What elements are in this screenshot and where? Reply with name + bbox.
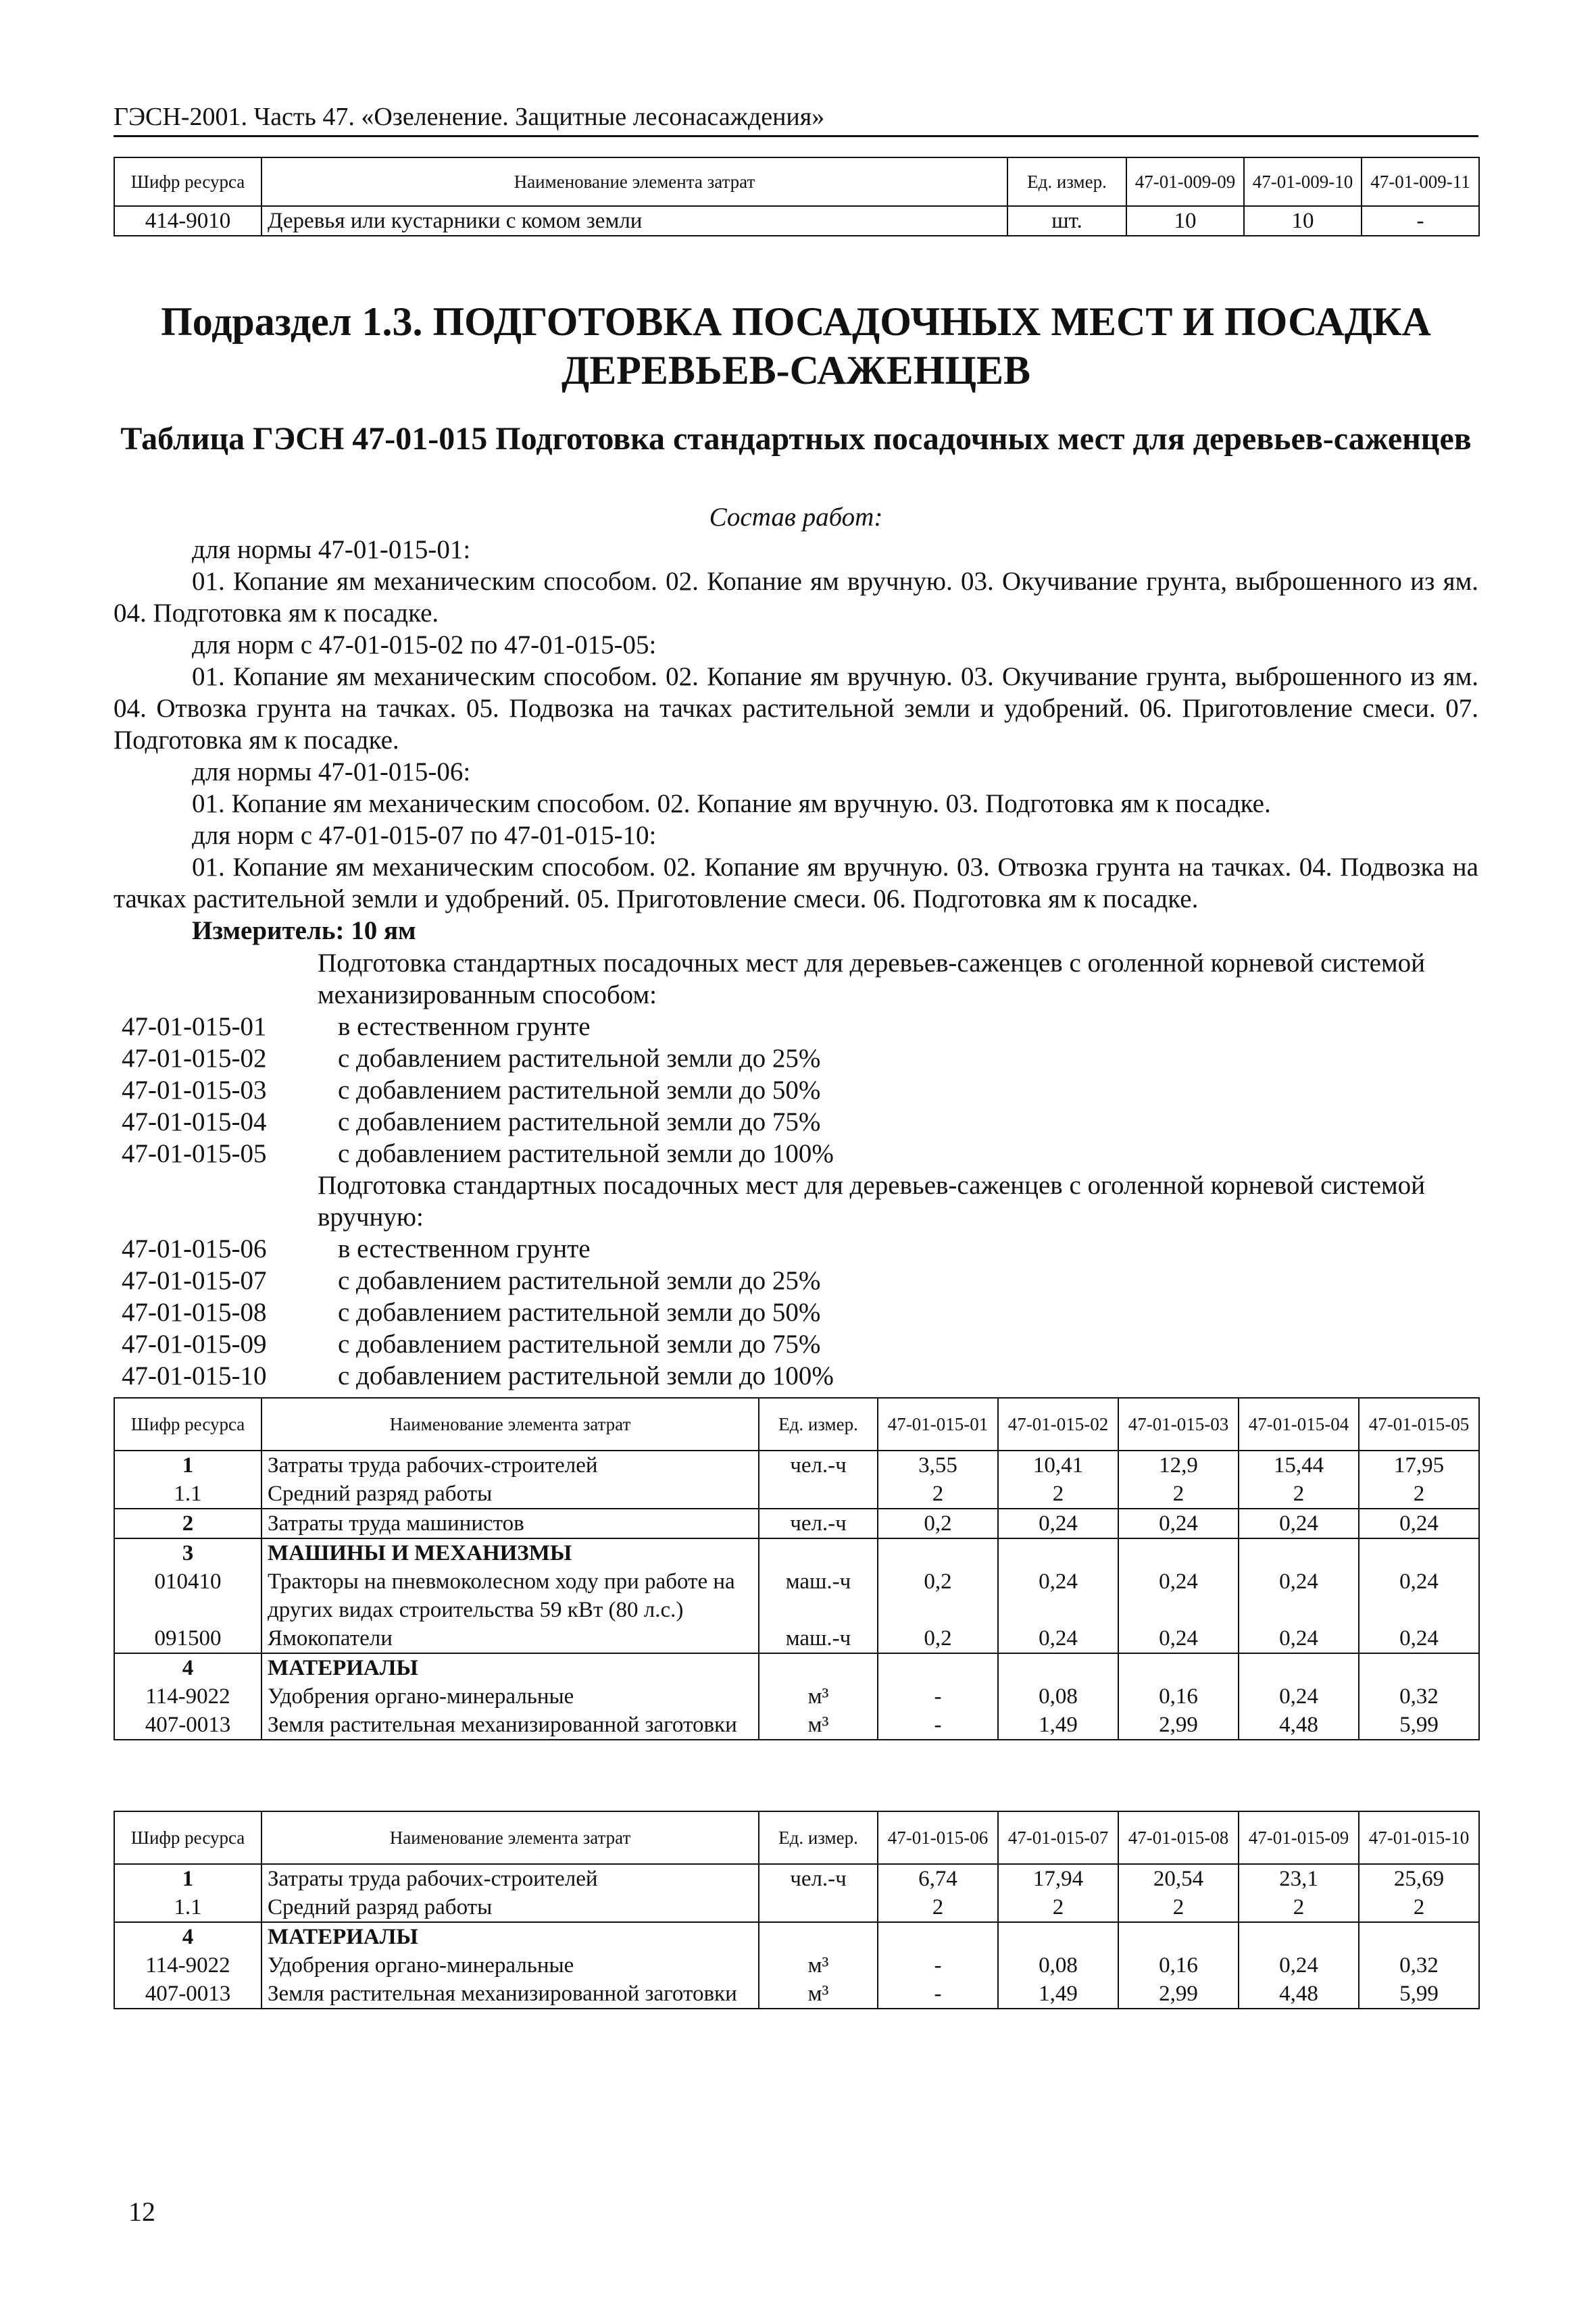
cell-value: - bbox=[1362, 206, 1479, 236]
cell-value: 4,48 bbox=[1239, 1980, 1359, 2009]
cell-name: Тракторы на пневмоколесном ходу при работе на других видах строительства 59 кВт (80 л.с.) bbox=[261, 1567, 759, 1624]
cell-value: 2 bbox=[878, 1480, 998, 1509]
norm-label: для нормы 47-01-015-06: bbox=[192, 757, 471, 786]
norm-item bbox=[122, 1297, 820, 1328]
cell-value: 5,99 bbox=[1359, 1980, 1479, 2009]
cell-value: 23,1 bbox=[1239, 1864, 1359, 1893]
cell-value: 10 bbox=[1244, 206, 1362, 236]
cell-code: 4 bbox=[114, 1922, 261, 1951]
norm-text: 01. Копание ям механическим способом. 02. Копание ям вручную. 03. Окучивание грунта, выброшенного из ям. 04. Отвозка грунта на тачках. 05. Подвозка на тачках растительной земли и удобрений. 06. Приготовление смеси. 07. Подготовка ям к посадке. bbox=[114, 662, 1478, 755]
cell-unit: чел.-ч bbox=[759, 1864, 878, 1893]
cell-value bbox=[1359, 1538, 1479, 1567]
cell-code: 091500 bbox=[114, 1624, 261, 1653]
cell-unit: маш.-ч bbox=[759, 1567, 878, 1624]
cell-value bbox=[878, 1653, 998, 1682]
cell-value: 4,48 bbox=[1239, 1711, 1359, 1740]
cell-unit: чел.-ч bbox=[759, 1509, 878, 1538]
norm-item bbox=[122, 1042, 820, 1074]
cell-code: 1 bbox=[114, 1864, 261, 1893]
table-row bbox=[114, 1951, 1479, 1980]
table-row bbox=[114, 1711, 1479, 1740]
cell-value: 0,16 bbox=[1118, 1951, 1239, 1980]
cell-value: 10 bbox=[1126, 206, 1244, 236]
cell-value bbox=[1359, 1922, 1479, 1951]
cell-value: 0,24 bbox=[1118, 1567, 1239, 1624]
cell-value bbox=[998, 1538, 1118, 1567]
cell-code: 114-9022 bbox=[114, 1951, 261, 1980]
header-col: 47-01-015-02 bbox=[998, 1398, 1118, 1451]
norm-code: 47-01-015-06 bbox=[122, 1234, 267, 1263]
cell-value: 15,44 bbox=[1239, 1451, 1359, 1480]
norm-desc: с добавлением растительной земли до 100% bbox=[338, 1139, 834, 1168]
cell-unit bbox=[759, 1893, 878, 1922]
header-unit: Ед. измер. bbox=[1007, 157, 1126, 206]
composition-list bbox=[114, 534, 1478, 947]
norm-label: для нормы 47-01-015-01: bbox=[192, 535, 471, 564]
norm-item bbox=[122, 1138, 834, 1169]
cell-value: 2 bbox=[998, 1893, 1118, 1922]
cell-name: Затраты труда рабочих-строителей bbox=[261, 1864, 759, 1893]
norm-code: 47-01-015-05 bbox=[122, 1139, 267, 1168]
cell-code: 1.1 bbox=[114, 1893, 261, 1922]
cell-value: 0,24 bbox=[1239, 1567, 1359, 1624]
header-col: 47-01-015-03 bbox=[1118, 1398, 1239, 1451]
table-row bbox=[114, 1922, 1479, 1951]
cell-value: 0,24 bbox=[998, 1567, 1118, 1624]
resource-table-2 bbox=[114, 1811, 1480, 2009]
cell-value: 0,08 bbox=[998, 1951, 1118, 1980]
cell-value bbox=[998, 1653, 1118, 1682]
cell-value: 0,24 bbox=[998, 1624, 1118, 1653]
header-code: Шифр ресурса bbox=[114, 157, 261, 206]
cell-value bbox=[1239, 1538, 1359, 1567]
cell-value: 2 bbox=[1118, 1893, 1239, 1922]
cell-value: 10,41 bbox=[998, 1451, 1118, 1480]
resource-table-1 bbox=[114, 1397, 1480, 1740]
cell-value: 2 bbox=[1118, 1480, 1239, 1509]
cell-value: 0,24 bbox=[1239, 1509, 1359, 1538]
composition-heading: Состав работ: bbox=[709, 503, 883, 532]
norm-text: 01. Копание ям механическим способом. 02. Копание ям вручную. 03. Подготовка ям к посадке. bbox=[192, 789, 1271, 818]
table-row bbox=[114, 1624, 1479, 1653]
cell-value: 0,24 bbox=[998, 1509, 1118, 1538]
norm-code: 47-01-015-04 bbox=[122, 1107, 267, 1136]
header-col: 47-01-009-09 bbox=[1126, 157, 1244, 206]
group-mech-title: Подготовка стандартных посадочных мест для деревьев-саженцев с оголенной корневой системой механизированным способом: bbox=[318, 949, 1425, 1009]
cell-value bbox=[1118, 1922, 1239, 1951]
cell-value: 20,54 bbox=[1118, 1864, 1239, 1893]
cell-value: 0,24 bbox=[1359, 1624, 1479, 1653]
header-col: 47-01-009-11 bbox=[1362, 157, 1479, 206]
table-row bbox=[114, 1451, 1479, 1480]
cell-unit bbox=[759, 1922, 878, 1951]
cell-code: 114-9022 bbox=[114, 1682, 261, 1711]
cell-name: МАТЕРИАЛЫ bbox=[261, 1922, 759, 1951]
cell-value bbox=[878, 1538, 998, 1567]
norm-item bbox=[122, 1106, 820, 1138]
cell-name: Деревья или кустарники с комом земли bbox=[261, 206, 1007, 236]
header-name: Наименование элемента затрат bbox=[261, 1811, 759, 1864]
cell-code: 2 bbox=[114, 1509, 261, 1538]
norm-desc: в естественном грунте bbox=[338, 1234, 591, 1263]
table-row bbox=[114, 1653, 1479, 1682]
norm-desc: с добавлением растительной земли до 50% bbox=[338, 1298, 821, 1327]
cell-value: 0,24 bbox=[1359, 1567, 1479, 1624]
cell-code: 4 bbox=[114, 1653, 261, 1682]
cell-name: Затраты труда машинистов bbox=[261, 1509, 759, 1538]
cell-unit bbox=[759, 1538, 878, 1567]
cell-name: МАШИНЫ И МЕХАНИЗМЫ bbox=[261, 1538, 759, 1567]
header-col: 47-01-015-09 bbox=[1239, 1811, 1359, 1864]
cell-value: 12,9 bbox=[1118, 1451, 1239, 1480]
cell-value: 17,95 bbox=[1359, 1451, 1479, 1480]
cell-value: - bbox=[878, 1951, 998, 1980]
header-name: Наименование элемента затрат bbox=[261, 157, 1007, 206]
cell-value: 2 bbox=[998, 1480, 1118, 1509]
top-resource-table bbox=[114, 157, 1480, 236]
header-unit: Ед. измер. bbox=[759, 1811, 878, 1864]
group-manual-title: Подготовка стандартных посадочных мест для деревьев-саженцев с оголенной корневой системой вручную: bbox=[318, 1171, 1425, 1232]
cell-value: 0,2 bbox=[878, 1624, 998, 1653]
cell-name: МАТЕРИАЛЫ bbox=[261, 1653, 759, 1682]
norm-desc: с добавлением растительной земли до 100% bbox=[338, 1361, 834, 1390]
cell-unit bbox=[759, 1480, 878, 1509]
norm-code: 47-01-015-01 bbox=[122, 1012, 267, 1041]
norm-code: 47-01-015-08 bbox=[122, 1298, 267, 1327]
cell-unit: м³ bbox=[759, 1682, 878, 1711]
cell-value: 0,08 bbox=[998, 1682, 1118, 1711]
header-name: Наименование элемента затрат bbox=[261, 1398, 759, 1451]
cell-value: 1,49 bbox=[998, 1711, 1118, 1740]
table-row bbox=[114, 1980, 1479, 2009]
header-col: 47-01-015-04 bbox=[1239, 1398, 1359, 1451]
norm-item bbox=[122, 1233, 591, 1265]
norm-desc: с добавлением растительной земли до 50% bbox=[338, 1076, 821, 1105]
table-row bbox=[114, 1864, 1479, 1893]
header-col: 47-01-015-10 bbox=[1359, 1811, 1479, 1864]
norm-desc: с добавлением растительной земли до 25% bbox=[338, 1266, 821, 1295]
cell-value bbox=[878, 1922, 998, 1951]
cell-value: 2,99 bbox=[1118, 1711, 1239, 1740]
cell-value: 2 bbox=[878, 1893, 998, 1922]
cell-name: Затраты труда рабочих-строителей bbox=[261, 1451, 759, 1480]
cell-value bbox=[1118, 1538, 1239, 1567]
cell-value: 1,49 bbox=[998, 1980, 1118, 2009]
cell-value: 0,24 bbox=[1118, 1509, 1239, 1538]
measure-unit: Измеритель: 10 ям bbox=[192, 916, 416, 945]
cell-value: 0,24 bbox=[1359, 1509, 1479, 1538]
norm-item bbox=[122, 1360, 834, 1392]
norm-desc: с добавлением растительной земли до 75% bbox=[338, 1330, 821, 1359]
table-row bbox=[114, 1893, 1479, 1922]
header-code: Шифр ресурса bbox=[114, 1811, 261, 1864]
header-col: 47-01-015-06 bbox=[878, 1811, 998, 1864]
cell-value bbox=[1359, 1653, 1479, 1682]
header-code: Шифр ресурса bbox=[114, 1398, 261, 1451]
cell-name: Удобрения органо-минеральные bbox=[261, 1951, 759, 1980]
cell-unit: м³ bbox=[759, 1980, 878, 2009]
cell-value: 0,32 bbox=[1359, 1682, 1479, 1711]
cell-value: 0,24 bbox=[1239, 1624, 1359, 1653]
cell-value: 2 bbox=[1239, 1480, 1359, 1509]
cell-value: 6,74 bbox=[878, 1864, 998, 1893]
header-unit: Ед. измер. bbox=[759, 1398, 878, 1451]
norm-code: 47-01-015-03 bbox=[122, 1076, 267, 1105]
cell-value: 3,55 bbox=[878, 1451, 998, 1480]
norm-item bbox=[122, 1011, 591, 1042]
cell-value: - bbox=[878, 1711, 998, 1740]
table2-body bbox=[114, 1864, 1479, 2009]
cell-value: 0,24 bbox=[1239, 1682, 1359, 1711]
cell-code: 3 bbox=[114, 1538, 261, 1567]
header-col: 47-01-015-05 bbox=[1359, 1398, 1479, 1451]
cell-value: 0,24 bbox=[1118, 1624, 1239, 1653]
norm-code: 47-01-015-10 bbox=[122, 1361, 267, 1390]
cell-value bbox=[1239, 1653, 1359, 1682]
subsection-title: Подраздел 1.3. ПОДГОТОВКА ПОСАДОЧНЫХ МЕСТ И ПОСАДКА ДЕРЕВЬЕВ-САЖЕНЦЕВ bbox=[161, 299, 1431, 393]
cell-value bbox=[998, 1922, 1118, 1951]
cell-unit: чел.-ч bbox=[759, 1451, 878, 1480]
cell-value: 5,99 bbox=[1359, 1711, 1479, 1740]
cell-code: 1.1 bbox=[114, 1480, 261, 1509]
norm-desc: в естественном грунте bbox=[338, 1012, 591, 1041]
cell-value: 0,2 bbox=[878, 1567, 998, 1624]
cell-value: 0,24 bbox=[1239, 1951, 1359, 1980]
cell-name: Удобрения органо-минеральные bbox=[261, 1682, 759, 1711]
cell-unit: шт. bbox=[1007, 206, 1126, 236]
cell-value bbox=[1239, 1922, 1359, 1951]
norm-code: 47-01-015-07 bbox=[122, 1266, 267, 1295]
table-row bbox=[114, 1538, 1479, 1567]
cell-value: 0,32 bbox=[1359, 1951, 1479, 1980]
header-col: 47-01-015-01 bbox=[878, 1398, 998, 1451]
cell-name: Средний разряд работы bbox=[261, 1480, 759, 1509]
cell-value: 2 bbox=[1359, 1480, 1479, 1509]
cell-name: Земля растительная механизированной заготовки bbox=[261, 1711, 759, 1740]
cell-unit: м³ bbox=[759, 1711, 878, 1740]
cell-value bbox=[1118, 1653, 1239, 1682]
table-row bbox=[114, 1567, 1479, 1624]
cell-unit bbox=[759, 1653, 878, 1682]
cell-code: 407-0013 bbox=[114, 1980, 261, 2009]
cell-value: 25,69 bbox=[1359, 1864, 1479, 1893]
header-col: 47-01-015-08 bbox=[1118, 1811, 1239, 1864]
cell-unit: маш.-ч bbox=[759, 1624, 878, 1653]
cell-value: - bbox=[878, 1980, 998, 2009]
cell-unit: м³ bbox=[759, 1951, 878, 1980]
norm-desc: с добавлением растительной земли до 75% bbox=[338, 1107, 821, 1136]
norm-desc: с добавлением растительной земли до 25% bbox=[338, 1044, 821, 1073]
table1-body bbox=[114, 1451, 1479, 1740]
header-col: 47-01-009-10 bbox=[1244, 157, 1362, 206]
cell-value: 2 bbox=[1359, 1893, 1479, 1922]
table-row bbox=[114, 1682, 1479, 1711]
page-number: 12 bbox=[128, 2196, 155, 2227]
cell-code: 1 bbox=[114, 1451, 261, 1480]
norm-label: для норм с 47-01-015-07 по 47-01-015-10: bbox=[192, 821, 657, 850]
table-row bbox=[114, 206, 1479, 236]
cell-name: Ямокопатели bbox=[261, 1624, 759, 1653]
cell-value: 0,2 bbox=[878, 1509, 998, 1538]
norm-label: для норм с 47-01-015-02 по 47-01-015-05: bbox=[192, 630, 657, 659]
cell-name: Земля растительная механизированной заготовки bbox=[261, 1980, 759, 2009]
cell-name: Средний разряд работы bbox=[261, 1893, 759, 1922]
cell-value: 0,16 bbox=[1118, 1682, 1239, 1711]
cell-code: 407-0013 bbox=[114, 1711, 261, 1740]
header-col: 47-01-015-07 bbox=[998, 1811, 1118, 1864]
norm-item bbox=[122, 1328, 820, 1360]
norm-text: 01. Копание ям механическим способом. 02. Копание ям вручную. 03. Отвозка грунта на тачках. 04. Подвозка на тачках растительной земли и удобрений. 05. Приготовление смеси. 06. Подготовка ям к посадке. bbox=[114, 853, 1478, 913]
norm-code: 47-01-015-09 bbox=[122, 1330, 267, 1359]
norm-item bbox=[122, 1265, 820, 1297]
norm-item bbox=[122, 1074, 820, 1106]
cell-value: 17,94 bbox=[998, 1864, 1118, 1893]
running-head: ГЭСН-2001. Часть 47. «Озеленение. Защитные лесонасаждения» bbox=[114, 101, 1478, 137]
table-row bbox=[114, 1509, 1479, 1538]
cell-value: 2 bbox=[1239, 1893, 1359, 1922]
cell-value: - bbox=[878, 1682, 998, 1711]
cell-code: 010410 bbox=[114, 1567, 261, 1624]
norm-code: 47-01-015-02 bbox=[122, 1044, 267, 1073]
norm-text: 01. Копание ям механическим способом. 02. Копание ям вручную. 03. Окучивание грунта, выброшенного из ям. 04. Подготовка ям к посадке. bbox=[114, 567, 1478, 628]
table-title: Таблица ГЭСН 47-01-015 Подготовка стандартных посадочных мест для деревьев-саженцев bbox=[120, 421, 1472, 457]
cell-value: 2,99 bbox=[1118, 1980, 1239, 2009]
table-row bbox=[114, 1480, 1479, 1509]
cell-code: 414-9010 bbox=[114, 206, 261, 236]
